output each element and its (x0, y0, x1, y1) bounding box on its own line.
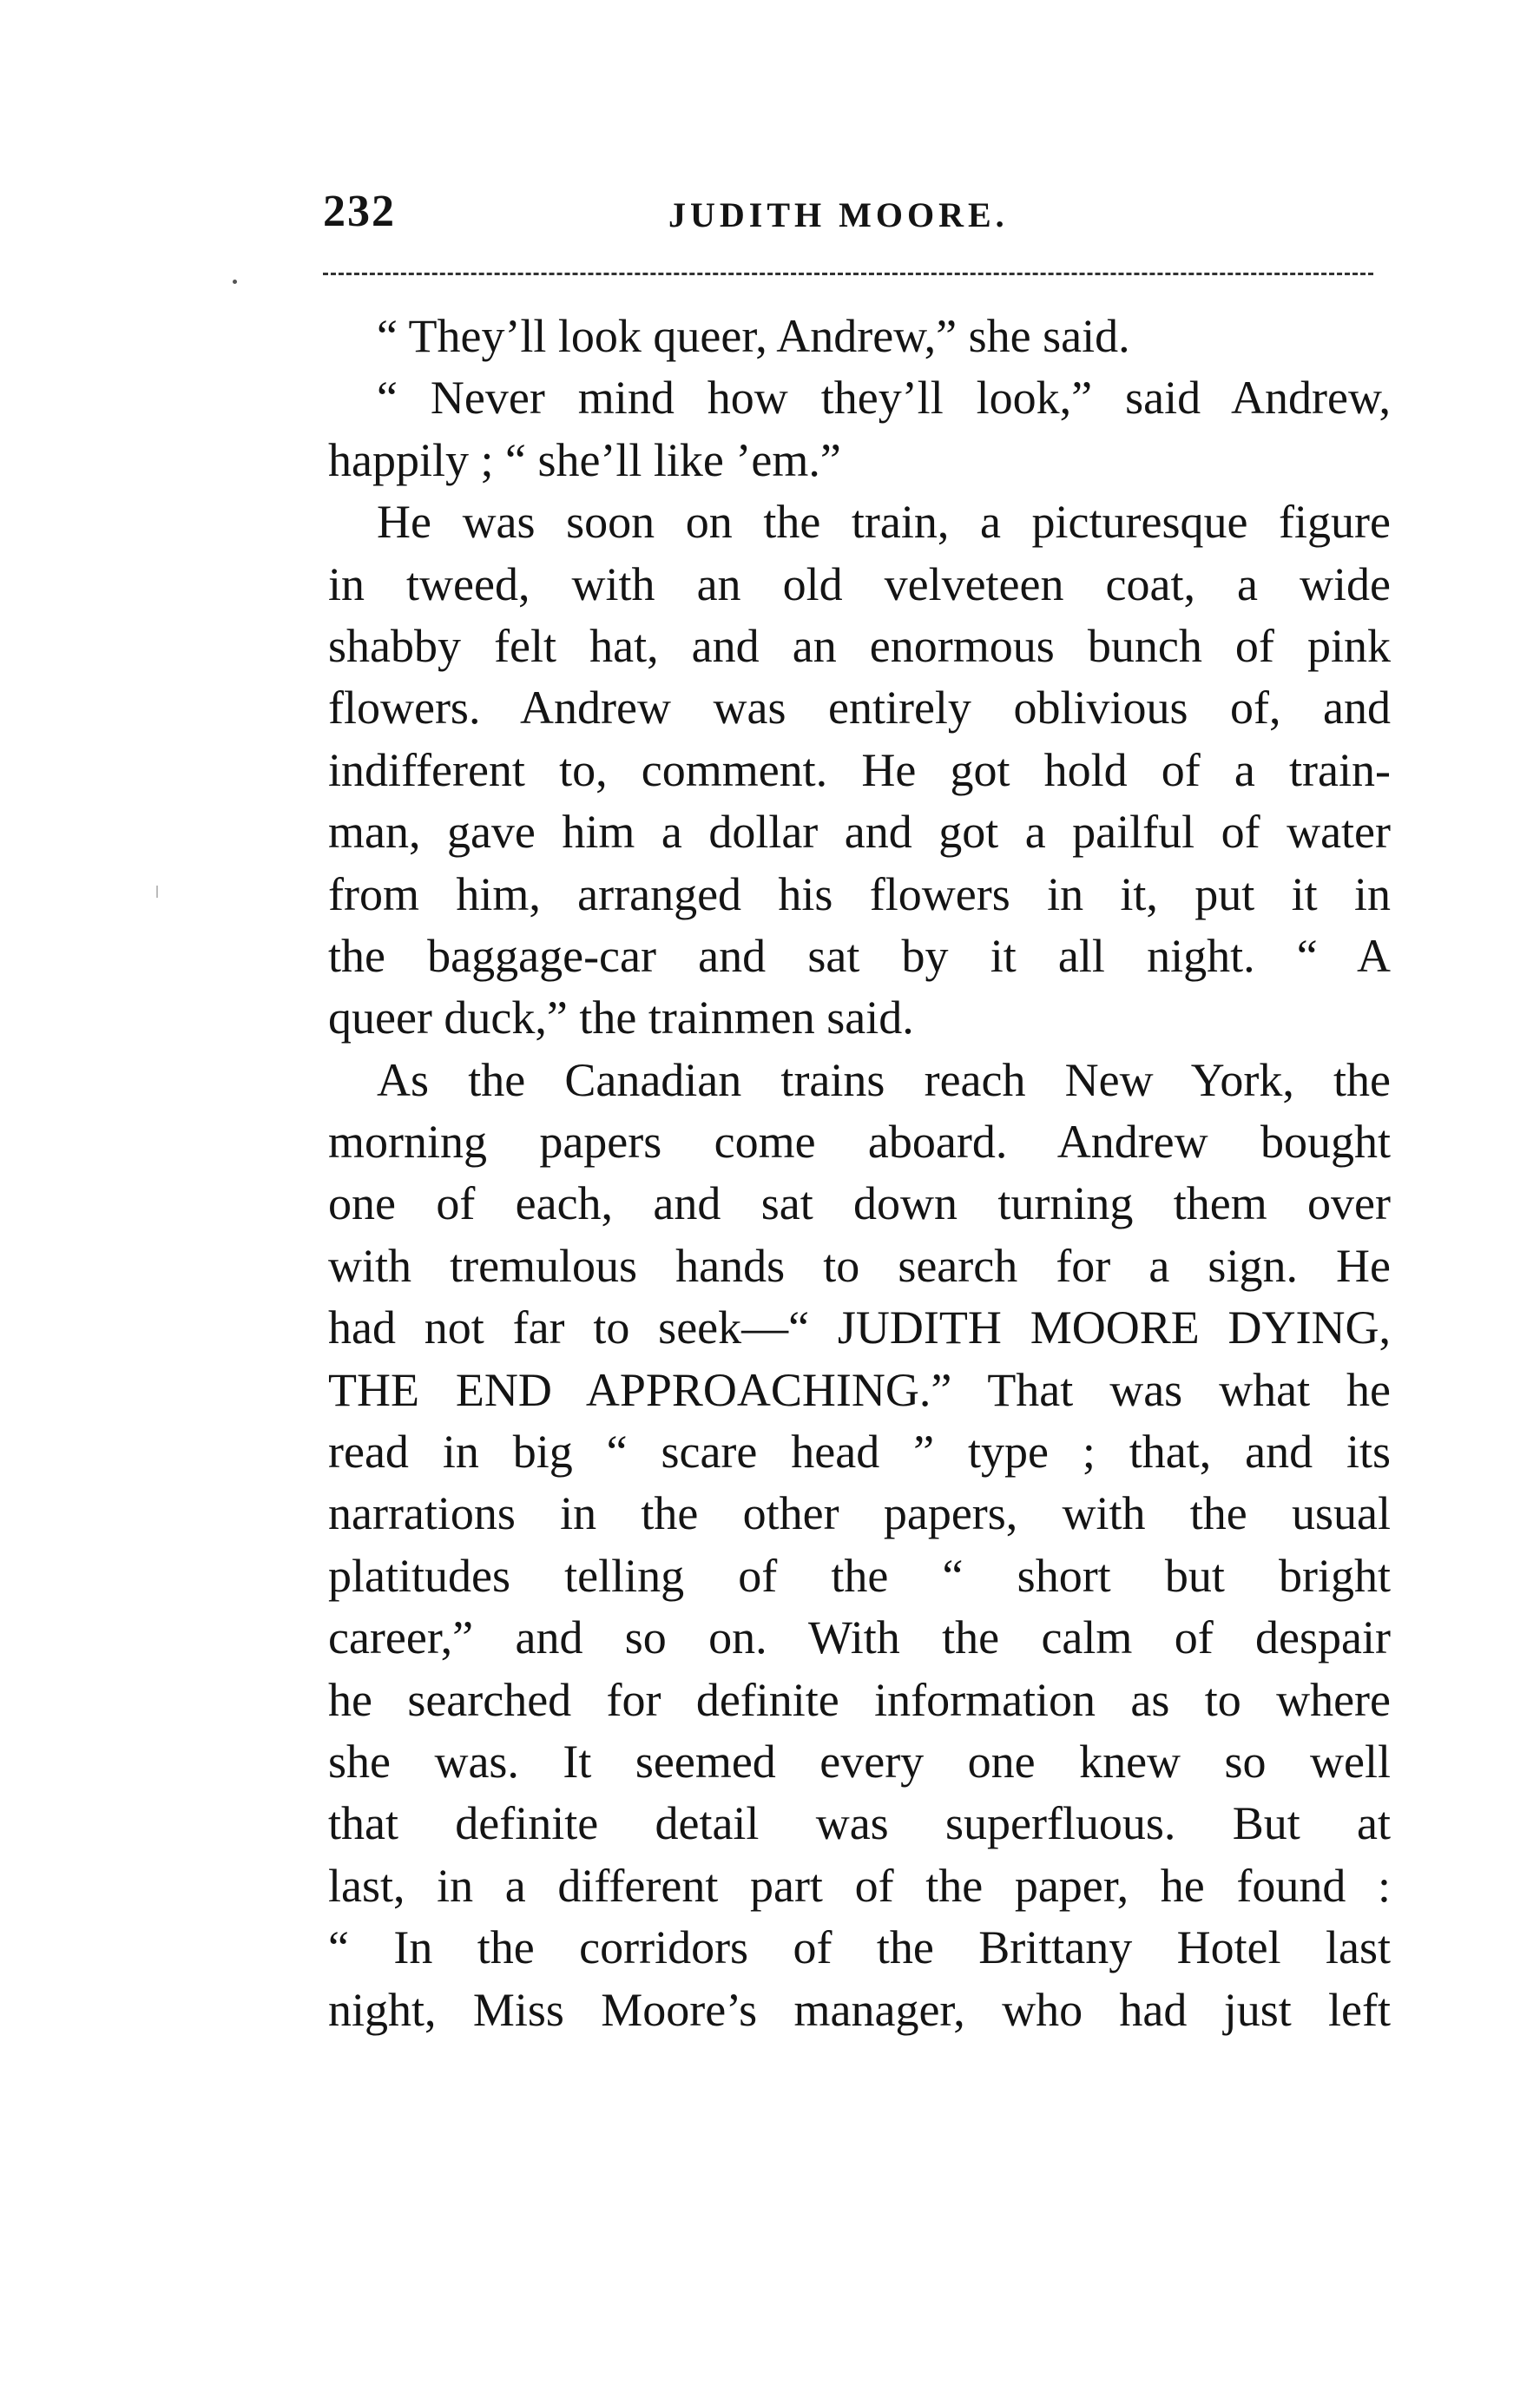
header-rule (323, 273, 1373, 275)
text-line: that definite detail was superfluous. But at (328, 1797, 1391, 1850)
text-line: the baggage-car and sat by it all night. “ A (328, 929, 1391, 982)
text-line: man, gave him a dollar and got a pailful of water (328, 806, 1391, 859)
text-line: he searched for definite information as to where (328, 1673, 1391, 1726)
text-line: queer duck,” the trainmen said. (328, 991, 914, 1044)
text-line: night, Miss Moore’s manager, who had just left (328, 1983, 1391, 2036)
text-line: one of each, and sat down turning them over (328, 1177, 1391, 1230)
text-line: from him, arranged his flowers in it, put it in (328, 867, 1391, 920)
text-line: THE END APPROACHING.” That was what he (328, 1363, 1391, 1416)
page-number: 232 (323, 187, 396, 236)
text-line: in tweed, with an old velveteen coat, a wide (328, 557, 1391, 610)
text-line: had not far to seek—“ JUDITH MOORE DYING, (328, 1301, 1391, 1354)
text-line: “ In the corridors of the Brittany Hotel last (328, 1921, 1391, 1974)
text-line: narrations in the other papers, with the usual (328, 1487, 1391, 1540)
text-line: He was soon on the train, a picturesque figure (377, 496, 1391, 549)
text-line: platitudes telling of the “ short but bright (328, 1549, 1391, 1602)
page-header (323, 186, 1382, 247)
print-speck (233, 280, 237, 284)
text-line: last, in a different part of the paper, he found : (328, 1859, 1391, 1912)
text-line: with tremulous hands to search for a sign. He (328, 1239, 1391, 1292)
print-mark (156, 886, 158, 898)
text-line: “ Never mind how they’ll look,” said Andrew, (377, 372, 1391, 425)
text-line: “ They’ll look queer, Andrew,” she said. (377, 310, 1130, 362)
text-line: she was. It seemed every one knew so well (328, 1735, 1391, 1788)
text-line: indifferent to, comment. He got hold of a train- (328, 743, 1391, 796)
text-line: flowers. Andrew was entirely oblivious of, and (328, 682, 1391, 735)
text-line: read in big “ scare head ” type ; that, and its (328, 1426, 1391, 1479)
text-line: As the Canadian trains reach New York, the (377, 1053, 1391, 1106)
text-line: morning papers come aboard. Andrew bought (328, 1116, 1391, 1169)
text-line: shabby felt hat, and an enormous bunch of pink (328, 619, 1391, 672)
body-text (328, 306, 1391, 2041)
text-line: career,” and so on. With the calm of despair (328, 1611, 1391, 1664)
running-head: JUDITH MOORE. (668, 195, 1009, 234)
text-line: happily ; “ she’ll like ’em.” (328, 433, 841, 486)
